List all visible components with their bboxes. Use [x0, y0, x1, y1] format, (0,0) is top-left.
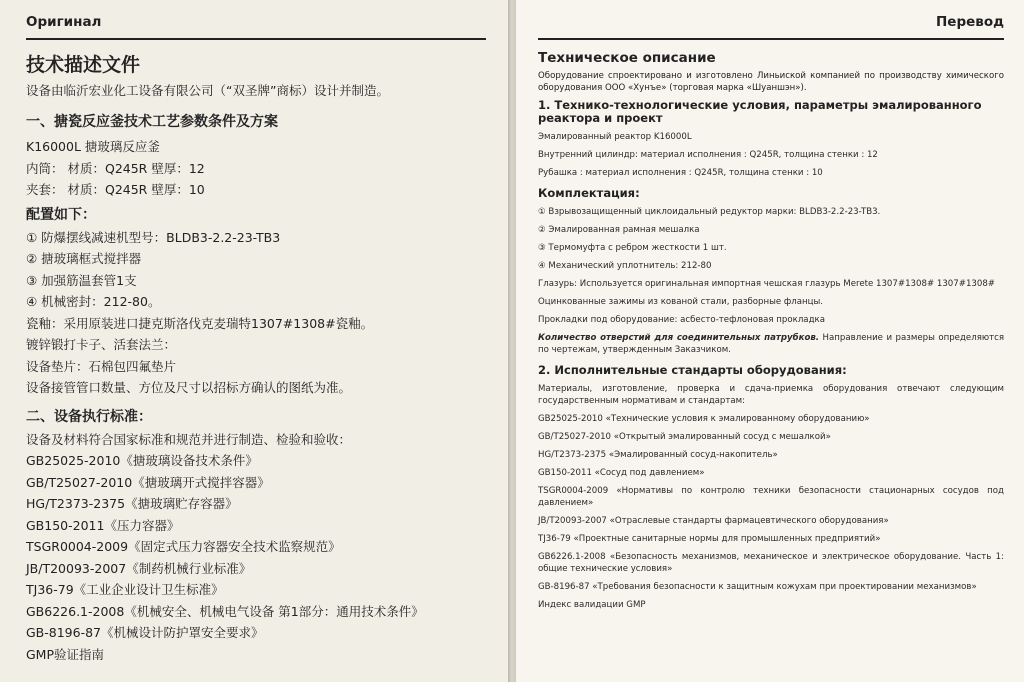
header-rule	[26, 38, 486, 40]
standard-line: Индекс валидации GMP	[538, 600, 646, 610]
config-line: Оцинкованные зажимы из кованой стали, разборные фланцы.	[538, 297, 824, 307]
config-line: ② 搪玻璃框式搅拌器	[26, 251, 142, 266]
translation-header: Перевод	[936, 14, 1004, 30]
standard-line: Материалы, изготовление, проверка и сдача-приемка оборудования отвечают следующим государственным нормативам и стандартам:	[538, 384, 1004, 406]
standard-line: GB/T25027-2010《搪玻璃开式搅拌容器》	[26, 474, 270, 490]
config-line: ③ 加强筋温套管1支	[26, 272, 137, 288]
translation-spec-list	[538, 131, 1004, 179]
config-line: ④ 机械密封：212-80。	[26, 294, 161, 309]
standard-line: JB/T20093-2007 «Отраслевые стандарты фармацевтического оборудования»	[538, 516, 889, 526]
standard-line: HG/T2373-2375《搪玻璃贮存容器》	[26, 496, 238, 511]
standard-line: HG/T2373-2375 «Эмалированный сосуд-накопитель»	[538, 450, 778, 460]
translation-config-title: Комплектация:	[538, 186, 640, 200]
header-rule	[538, 38, 1004, 40]
standard-line: TJ36-79《工业企业设计卫生标准》	[26, 582, 224, 597]
standard-line: GB-8196-87 «Требования безопасности к защитным кожухам при проектировании механизмов»	[538, 582, 977, 592]
config-line: 设备接管管口数量、方位及尺寸以招标方确认的图纸为准。	[26, 380, 352, 395]
book-gutter	[508, 0, 516, 682]
standard-line: TSGR0004-2009 «Нормативы по контролю техники безопасности стационарных сосудов под давлением»	[538, 486, 1004, 508]
standard-line: TSGR0004-2009《固定式压力容器安全技术监察规范》	[26, 539, 341, 554]
config-line: ① Взрывозащищенный циклоидальный редуктор марки: BLDB3-2.2-23-TB3.	[538, 207, 881, 217]
translation-standards-list	[538, 383, 1004, 611]
original-intro: 设备由临沂宏业化工设备有限公司（“双圣牌”商标）设计并制造。	[26, 83, 389, 98]
original-section1-title: 一、搪瓷反应釜技术工艺参数条件及方案	[26, 114, 278, 130]
config-line: ① 防爆摆线减速机型号：BLDB3-2.2-23-TB3	[26, 229, 281, 245]
original-page	[0, 0, 508, 682]
config-line: 瓷釉：采用原装进口捷克斯洛伐克麦瑞特1307#1308#瓷釉。	[26, 315, 374, 331]
original-header: Оригинал	[26, 14, 102, 30]
config-line: ④ Механический уплотнитель: 212-80	[538, 261, 712, 271]
translation-page	[516, 0, 1024, 682]
standard-line: GMP验证指南	[26, 646, 105, 662]
translation-title: Техническое описание	[538, 50, 716, 66]
standard-line: GB25025-2010《搪玻璃设备技术条件》	[26, 453, 258, 468]
spec-line: Эмалированный реактор K16000L	[538, 132, 692, 142]
spec-line: Внутренний цилиндр: материал исполнения : Q245R, толщина стенки : 12	[538, 150, 878, 160]
original-standards-list	[26, 429, 486, 666]
config-line: ② Эмалированная рамная мешалка	[538, 225, 700, 235]
config-line: ③ Термомуфта с ребром жесткости 1 шт.	[538, 243, 727, 253]
note-paragraph	[538, 332, 1004, 356]
translation-section1-title: 1. Технико-технологические условия, параметры эмалированного реактора и проект	[538, 98, 982, 125]
standard-line: GB6226.1-2008 «Безопасность механизмов, механическое и электрическое оборудование. Часть 1: общие технические условия»	[538, 552, 1004, 574]
translation-section2-title: 2. Исполнительные стандарты оборудования:	[538, 363, 847, 377]
note-bold: Количество отверстий для соединительных патрубков.	[538, 333, 820, 343]
original-config-list	[26, 227, 486, 399]
standard-line: GB150-2011 «Сосуд под давлением»	[538, 468, 705, 478]
config-line: 镀锌锻打卡子、活套法兰：	[26, 337, 177, 352]
original-spec-list	[26, 136, 486, 201]
translation-config-list	[538, 206, 1004, 356]
standard-line: GB150-2011《压力容器》	[26, 517, 180, 533]
spec-line: Рубашка : материал исполнения : Q245R, толщина стенки : 10	[538, 168, 823, 178]
config-line: Прокладки под оборудование: асбесто-тефлоновая прокладка	[538, 315, 825, 325]
standard-line: 设备及材料符合国家标准和规范并进行制造、检验和验收：	[26, 431, 352, 447]
standard-line: GB/T25027-2010 «Открытый эмалированный сосуд с мешалкой»	[538, 432, 831, 442]
standard-line: GB-8196-87《机械设计防护罩安全要求》	[26, 625, 264, 640]
config-line: 设备垫片：石棉包四氟垫片	[26, 358, 177, 374]
standard-line: GB25025-2010 «Технические условия к эмалированному оборудованию»	[538, 414, 870, 424]
original-title: 技术描述文件	[26, 54, 141, 76]
config-line: Глазурь: Используется оригинальная импортная чешская глазурь Merete 1307#1308# 1307#1308#	[538, 279, 996, 289]
spec-line: 夹套： 材质：Q245R 壁厚：10	[26, 182, 205, 197]
translation-intro: Оборудование спроектировано и изготовлено Линьиской компанией по производству химического оборудования ООО «Хунъе» (торговая марка «Шуаншэн»).	[538, 71, 1004, 93]
standard-line: JB/T20093-2007《制药机械行业标准》	[26, 560, 252, 576]
original-section2-title: 二、设备执行标准：	[26, 408, 152, 425]
spec-line: K16000L 搪玻璃反应釜	[26, 139, 160, 154]
note-rest: Направление и размеры определяются по чертежам, утвержденным Заказчиком.	[538, 333, 1004, 355]
standard-line: TJ36-79 «Проектные санитарные нормы для промышленных предприятий»	[538, 534, 881, 544]
spec-line: 内筒： 材质：Q245R 壁厚：12	[26, 160, 205, 176]
original-config-title: 配置如下：	[26, 206, 96, 223]
standard-line: GB6226.1-2008《机械安全、机械电气设备 第1部分：通用技术条件》	[26, 603, 424, 619]
